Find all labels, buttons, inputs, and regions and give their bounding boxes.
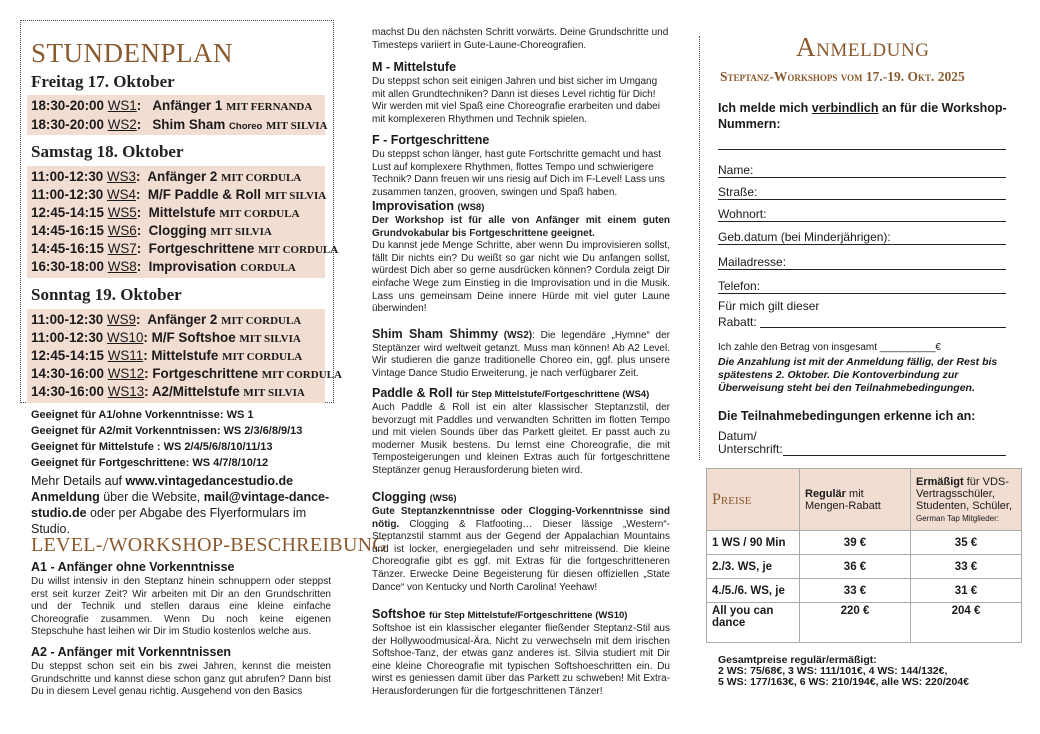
city-field[interactable]: Wohnort: bbox=[718, 207, 1006, 222]
schedule-slot: 12:45-14:15 WS5: Mittelstufe MIT CORDULA bbox=[31, 205, 300, 220]
registration-subtitle: Steptanz-Workshops vom 17.-19. Okt. 2025 bbox=[720, 69, 965, 84]
schedule-slot: 11:00-12:30 WS3: Anfänger 2 MIT CORDULA bbox=[31, 169, 302, 184]
price-row: 2./3. WS, je 36 € 33 € bbox=[707, 555, 1022, 579]
price-totals: Gesamtpreise regulär/ermäßigt: 2 WS: 75/68€, 3 WS: 111/101€, 4 WS: 144/132€, 5 WS: 177/163€, 6 WS: 210/194€, alle WS: 220/204€ bbox=[718, 654, 969, 688]
level-a1-heading: A1 - Anfänger ohne Vorkenntnisse bbox=[31, 560, 235, 574]
suitability-line: Geeignet für A1/ohne Vorkenntnisse: WS 1 bbox=[31, 409, 254, 421]
shim-text: Shim Sham Shimmy (WS2): Die legendäre „Hymne“ der Steptänzer wird weltweit getanzt. Muss man können! Ab A2 Level. Wir studieren die ganze traditionelle Choreo ein, ggf. plus unsere Vintage Dance Studio Erweiterung, je nach verfügbarer Zeit. bbox=[372, 327, 670, 379]
schedule-slot: 18:30-20:00 WS1: Anfänger 1 MIT FERNANDA bbox=[31, 98, 313, 113]
schedule-slot: 11:00-12:30 WS4: M/F Paddle & Roll MIT SILVIA bbox=[31, 187, 327, 202]
level-a1-text: Du willst intensiv in den Steptanz hinein schnuppern oder steppst erst seit kurzer Zeit? Wir arbeiten mit Dir an den Grundschritten und der Technik und stellen daraus eine kleine einfache Choreografie zusammen. Wenn Du noch keine eigenen Stepschuhe hast leihen wir Dir im Studio kostenlos welche aus. bbox=[31, 576, 331, 638]
clog-text: Gute Steptanzkenntnisse oder Clogging-Vorkenntnisse sind nötig. Clogging & Flatfooting… Dieser lässige „Western“-Steptanzstil stammt aus der Gegend der Appalachian Mountains und ist locker, energiegeladen und sehr mitreissend. Die kleine Choreografie gibt es ggf. mit Extras für die fortgeschritteneren Tänzer. Erwecke Deine Begeisterung für diesen offiziellen „State Dance“ von Kentucky und North Carolina! Yeehaw! bbox=[372, 506, 670, 593]
price-col-reduced: Ermäßigt für VDS-Vertragsschüler, Studenten, Schüler, German Tap Mitglieder: bbox=[911, 469, 1022, 531]
birthdate-field[interactable]: Geb.datum (bei Minderjährigen): bbox=[718, 230, 1006, 245]
suitability-line: Geeignet für Mittelstufe : WS 2/4/5/6/8/10/11/13 bbox=[31, 441, 273, 453]
day-heading-sunday: Sonntag 19. Oktober bbox=[31, 285, 182, 304]
payment-note: Die Anzahlung ist mit der Anmeldung fällig, der Rest bis spätestens 2. Oktober. Die Kontoverbindung zur Überweisung steht bei den Teilnahmebedingungen. bbox=[718, 356, 998, 394]
clog-heading: Clogging (WS6) bbox=[372, 490, 457, 504]
day-heading-friday: Freitag 17. Oktober bbox=[31, 72, 175, 91]
suitability-line: Geeignet für A2/mit Vorkenntnissen: WS 2/3/6/8/9/13 bbox=[31, 425, 303, 437]
level-m-text: Du steppst schon seit einigen Jahren und bist sicher im Umgang mit allen Grundtechniken? Dann ist dieses Level richtig für Dich! Wir werden mit viel Spaß eine Choreografie erarbeiten und dabei mit komplexeren Rhythmen und Technik spielen. bbox=[372, 76, 660, 125]
level-f-text: Du steppst schon länger, hast gute Fortschritte gemacht und hast Lust auf komplexere Rhythmen, flottes Tempo und schwierigere Technik? Dann freuen wir uns riesig auf Dich im F-Level! Lass uns zusammen tanzen, grooven, swingen und Spaß haben. bbox=[372, 149, 665, 198]
schedule-slot: 14:45-16:15 WS6: Clogging MIT SILVIA bbox=[31, 223, 272, 238]
price-row: 4./5./6. WS, je 33 € 31 € bbox=[707, 579, 1022, 603]
signature-field[interactable] bbox=[783, 455, 1006, 456]
email-field[interactable]: Mailadresse: bbox=[718, 255, 1006, 270]
day-heading-saturday: Samstag 18. Oktober bbox=[31, 142, 184, 161]
level-m-heading: M - Mittelstufe bbox=[372, 60, 457, 74]
price-row: All you can dance 220 € 204 € bbox=[707, 603, 1022, 643]
schedule-slot: 14:45-16:15 WS7: Fortgeschrittene MIT CORDULA bbox=[31, 241, 339, 256]
workshop-numbers-field[interactable] bbox=[718, 149, 1006, 150]
softshoe-heading: Softshoe für Step Mittelstufe/Fortgeschrittene (WS10) bbox=[372, 607, 628, 621]
name-field[interactable]: Name: bbox=[718, 163, 1006, 178]
registration-intro: Ich melde mich verbindlich an für die Workshop-Nummern: bbox=[718, 101, 1007, 131]
suitability-line: Geeignet für Fortgeschrittene: WS 4/7/8/10/12 bbox=[31, 457, 269, 469]
registration-title: Anmeldung bbox=[796, 32, 930, 62]
price-row: 1 WS / 90 Min 39 € 35 € bbox=[707, 531, 1022, 555]
impro-heading: Improvisation (WS8) bbox=[372, 199, 485, 213]
schedule-slot: 12:45-14:15 WS11: Mittelstufe MIT CORDULA bbox=[31, 348, 303, 363]
softshoe-text: Softshoe ist ein klassischer eleganter fließender Steptanz-Stil aus der Hollywoodmusical-Ära. Nicht zu verwechseln mit dem irischen Softshoe-Tanz, der etwas ganz anderes ist. Silvia studiert mit Dir eine kleine Choreografie mit typischen Softshoeschritten ein. Du wirst es geniessen damit über das Parkett zu schweben! Mit Extra-Herausforderungen für die fortgeschrittenen Tänzer! bbox=[372, 623, 670, 697]
price-table-title: Preise bbox=[707, 469, 800, 531]
level-f-heading: F - Fortgeschrittene bbox=[372, 133, 490, 147]
schedule-slot: 14:30-16:00 WS12: Fortgeschrittene MIT CORDULA bbox=[31, 366, 342, 381]
level-a2-text: Du steppst schon seit ein bis zwei Jahren, kennst die meisten Grundschritte und kannst diese schon ganz gut abrufen? Dann bist Du in diesem Level genau richtig. Ausgehend von den Basics bbox=[31, 661, 331, 698]
schedule-slot: 18:30-20:00 WS2: Shim Sham Choreo MIT SILVIA bbox=[31, 117, 328, 132]
discount-field[interactable] bbox=[760, 327, 1006, 328]
payment-line: Ich zahle den Betrag von insgesamt __________€ bbox=[718, 342, 941, 353]
signature-label: Datum/ Unterschrift: bbox=[718, 429, 783, 456]
street-field[interactable]: Straße: bbox=[718, 185, 1006, 200]
schedule-slot: 11:00-12:30 WS10: M/F Softshoe MIT SILVIA bbox=[31, 330, 301, 345]
levels-title: LEVEL-/WORKSHOP-BESCHREIBUNG bbox=[31, 534, 388, 556]
phone-field[interactable]: Telefon: bbox=[718, 279, 1006, 294]
email-link[interactable]: mail@vintage-dance-studio.de bbox=[31, 490, 330, 520]
paddle-heading: Paddle & Roll für Step Mittelstufe/Fortgeschrittene (WS4) bbox=[372, 386, 650, 400]
schedule-slot: 11:00-12:30 WS9: Anfänger 2 MIT CORDULA bbox=[31, 312, 302, 327]
level-a2-heading: A2 - Anfänger mit Vorkenntnissen bbox=[31, 645, 232, 659]
details-paragraph: Mehr Details auf www.vintagedancestudio.de Anmeldung über die Website, mail@vintage-dance-studio.de oder per Abgabe des Flyerformulars im Studio. bbox=[31, 474, 330, 536]
schedule-title: STUNDENPLAN bbox=[31, 38, 234, 68]
schedule-slot: 16:30-18:00 WS8: Improvisation CORDULA bbox=[31, 259, 296, 274]
schedule-slot: 14:30-16:00 WS13: A2/Mittelstufe MIT SILVIA bbox=[31, 384, 305, 399]
price-table bbox=[706, 468, 1022, 643]
terms-text: Die Teilnahmebedingungen erkenne ich an: bbox=[718, 409, 976, 423]
level-a2-text-cont: machst Du den nächsten Schritt vorwärts. Deine Grundschritte und Timesteps variiert in Gute-Laune-Choreografien. bbox=[372, 27, 669, 51]
price-col-regular: Regulär mit Mengen-Rabatt bbox=[800, 469, 911, 531]
discount-label: Für mich gilt dieser Rabatt: bbox=[718, 299, 820, 329]
column-divider bbox=[699, 36, 700, 460]
impro-text: Der Workshop ist für alle von Anfänger mit einem guten Grundvokabular bis Fortgeschrittene geeignet. Du kannst jede Menge Schritte, aber wenn Du improvisieren sollst, fällt Dir nichts ein? Du weißt so gar nicht wie Du anfangen sollst, würdest Dich aber so gerne ausdrücken können? Cordula zeigt Dir einfache Wege zum Einstieg in die Improvisation und in die Musik. Lass uns gemeinsam Deine innere Hürde mit viel guter Laune überwinden! bbox=[372, 215, 670, 315]
paddle-text: Auch Paddle & Roll ist ein alter klassischer Steptanzstil, der bevorzugt mit Paddles und verwandten Schritten im flotten Tempo und mit vielen Sounds über das Parkett gleitet. Er passt auch zu moderner Musik bestens. Du lernst eine Choreografie, die mit Temposteigerungen und kleinen Extras auch für fortgeschrittene Steptänzer genug Herausforderung bieten wird. bbox=[372, 402, 670, 476]
website-link[interactable]: www.vintagedancestudio.de bbox=[125, 474, 294, 488]
